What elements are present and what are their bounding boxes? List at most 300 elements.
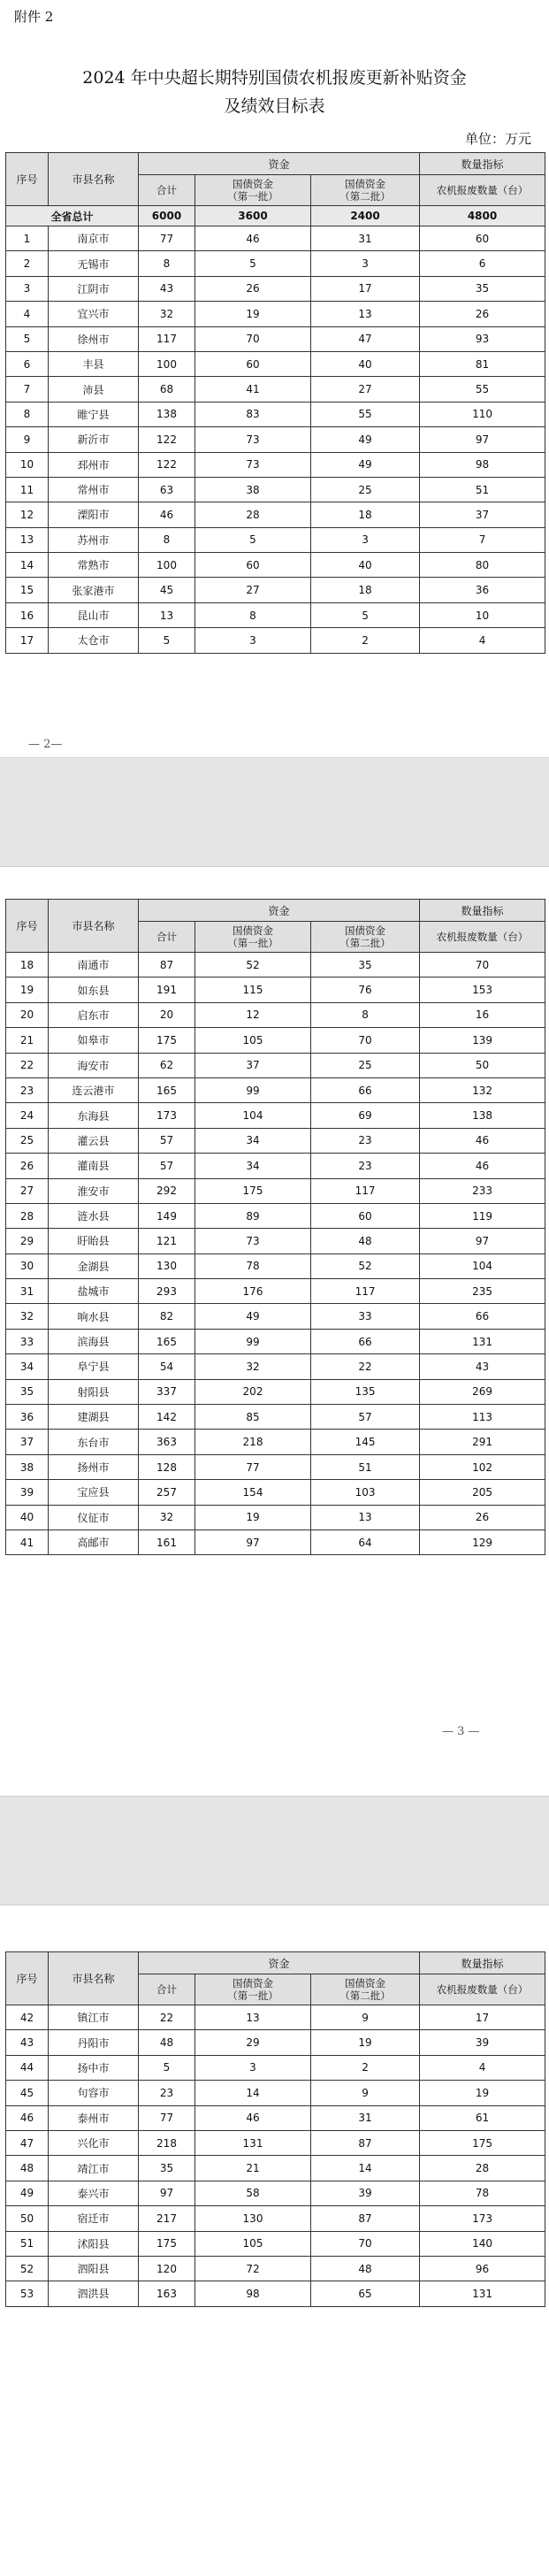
- row-total: 165: [139, 1329, 195, 1353]
- row-batch2: 57: [311, 1405, 420, 1430]
- row-batch1: 46: [195, 2105, 311, 2130]
- row-total: 13: [139, 602, 195, 627]
- row-batch1: 41: [195, 377, 311, 402]
- row-total: 54: [139, 1354, 195, 1379]
- row-seq: 5: [6, 326, 49, 351]
- row-total: 121: [139, 1229, 195, 1254]
- row-name: 宝应县: [49, 1480, 139, 1505]
- row-count: 131: [420, 2281, 545, 2306]
- row-count: 97: [420, 1229, 545, 1254]
- row-name: 涟水县: [49, 1203, 139, 1228]
- row-batch2: 13: [311, 1505, 420, 1530]
- row-name: 阜宁县: [49, 1354, 139, 1379]
- row-count: 233: [420, 1178, 545, 1203]
- table-row: [6, 1329, 545, 1353]
- header-batch1: 国债资金 （第一批）: [195, 922, 311, 953]
- row-count: 46: [420, 1128, 545, 1153]
- row-name: 灌云县: [49, 1128, 139, 1153]
- row-batch1: 131: [195, 2130, 311, 2155]
- row-total: 100: [139, 553, 195, 578]
- row-total: 20: [139, 1002, 195, 1027]
- row-seq: 43: [6, 2030, 49, 2055]
- row-count: 98: [420, 452, 545, 477]
- row-count: 129: [420, 1530, 545, 1554]
- row-batch1: 130: [195, 2206, 311, 2231]
- row-total: 161: [139, 1530, 195, 1554]
- row-count: 19: [420, 2081, 545, 2105]
- row-batch2: 70: [311, 1028, 420, 1053]
- row-batch1: 115: [195, 978, 311, 1002]
- row-seq: 2: [6, 251, 49, 276]
- row-batch2: 31: [311, 2105, 420, 2130]
- row-count: 140: [420, 2231, 545, 2256]
- row-count: 36: [420, 578, 545, 602]
- page-gap: [0, 757, 549, 867]
- row-batch1: 72: [195, 2256, 311, 2281]
- row-total: 23: [139, 2081, 195, 2105]
- table-row: [6, 1203, 545, 1228]
- row-batch2: 31: [311, 226, 420, 251]
- row-count: 60: [420, 226, 545, 251]
- row-count: 80: [420, 553, 545, 578]
- row-count: 104: [420, 1254, 545, 1278]
- row-count: 26: [420, 302, 545, 326]
- row-seq: 34: [6, 1354, 49, 1379]
- row-batch2: 13: [311, 302, 420, 326]
- row-total: 337: [139, 1379, 195, 1404]
- row-batch1: 32: [195, 1354, 311, 1379]
- header-batch2: 国债资金 （第二批）: [311, 1974, 420, 2005]
- row-name: 宜兴市: [49, 302, 139, 326]
- row-batch2: 18: [311, 502, 420, 527]
- row-name: 东台市: [49, 1430, 139, 1454]
- row-count: 138: [420, 1103, 545, 1128]
- row-count: 39: [420, 2030, 545, 2055]
- header-quota: 数量指标: [420, 153, 545, 175]
- province-total-batch1: 3600: [195, 206, 311, 226]
- row-batch1: 52: [195, 953, 311, 978]
- row-name: 启东市: [49, 1002, 139, 1027]
- row-batch1: 19: [195, 1505, 311, 1530]
- row-count: 235: [420, 1279, 545, 1304]
- table-row: [6, 2281, 545, 2306]
- page-number: — 3 —: [442, 1725, 480, 1738]
- row-name: 靖江市: [49, 2156, 139, 2181]
- table-row: [6, 276, 545, 301]
- row-seq: 16: [6, 602, 49, 627]
- row-name: 高邮市: [49, 1530, 139, 1554]
- table-row: [6, 1254, 545, 1278]
- header-fund: 资金: [139, 1952, 420, 1974]
- row-seq: 25: [6, 1128, 49, 1153]
- row-count: 6: [420, 251, 545, 276]
- row-batch1: 58: [195, 2181, 311, 2205]
- table-row: [6, 402, 545, 426]
- row-total: 45: [139, 578, 195, 602]
- row-seq: 44: [6, 2055, 49, 2080]
- row-count: 102: [420, 1454, 545, 1479]
- row-seq: 27: [6, 1178, 49, 1203]
- table-row: [6, 1128, 545, 1153]
- row-batch2: 23: [311, 1128, 420, 1153]
- row-batch1: 19: [195, 302, 311, 326]
- row-batch1: 34: [195, 1154, 311, 1178]
- row-batch2: 2: [311, 2055, 420, 2080]
- row-batch2: 48: [311, 2256, 420, 2281]
- row-name: 扬中市: [49, 2055, 139, 2080]
- row-name: 灌南县: [49, 1154, 139, 1178]
- row-seq: 9: [6, 427, 49, 452]
- row-batch2: 52: [311, 1254, 420, 1278]
- row-batch2: 25: [311, 477, 420, 502]
- row-batch1: 105: [195, 2231, 311, 2256]
- table-row: [6, 978, 545, 1002]
- row-seq: 13: [6, 527, 49, 552]
- row-count: 66: [420, 1304, 545, 1329]
- attachment-label: 附件 2: [14, 9, 54, 25]
- row-name: 无锡市: [49, 251, 139, 276]
- row-batch1: 29: [195, 2030, 311, 2055]
- row-batch2: 49: [311, 427, 420, 452]
- row-total: 218: [139, 2130, 195, 2155]
- header-total: 合计: [139, 922, 195, 953]
- header-batch2: 国债资金 （第二批）: [311, 922, 420, 953]
- province-total-sum: 6000: [139, 206, 195, 226]
- table-row: [6, 427, 545, 452]
- row-batch2: 64: [311, 1530, 420, 1554]
- row-name: 淮安市: [49, 1178, 139, 1203]
- table-row: [6, 1379, 545, 1404]
- row-seq: 1: [6, 226, 49, 251]
- row-count: 55: [420, 377, 545, 402]
- row-total: 363: [139, 1430, 195, 1454]
- row-name: 南京市: [49, 226, 139, 251]
- row-name: 泗阳县: [49, 2256, 139, 2281]
- table-row: [6, 2005, 545, 2030]
- row-seq: 45: [6, 2081, 49, 2105]
- table-row: [6, 578, 545, 602]
- page-gap: [0, 1796, 549, 1905]
- row-batch1: 104: [195, 1103, 311, 1128]
- row-batch1: 49: [195, 1304, 311, 1329]
- row-batch1: 154: [195, 1480, 311, 1505]
- row-total: 48: [139, 2030, 195, 2055]
- header-seq: 序号: [6, 900, 49, 953]
- row-batch2: 22: [311, 1354, 420, 1379]
- row-batch1: 77: [195, 1454, 311, 1479]
- header-fund: 资金: [139, 900, 420, 922]
- row-seq: 22: [6, 1053, 49, 1077]
- row-total: 57: [139, 1128, 195, 1153]
- row-seq: 35: [6, 1379, 49, 1404]
- row-seq: 11: [6, 477, 49, 502]
- row-seq: 37: [6, 1430, 49, 1454]
- table-row: [6, 1454, 545, 1479]
- table-row: [6, 302, 545, 326]
- header-batch2: 国债资金 （第二批）: [311, 175, 420, 206]
- row-seq: 32: [6, 1304, 49, 1329]
- row-name: 镇江市: [49, 2005, 139, 2030]
- table-row: [6, 553, 545, 578]
- row-total: 68: [139, 377, 195, 402]
- row-name: 泰兴市: [49, 2181, 139, 2205]
- table-row: [6, 2206, 545, 2231]
- row-total: 293: [139, 1279, 195, 1304]
- row-seq: 8: [6, 402, 49, 426]
- row-total: 22: [139, 2005, 195, 2030]
- row-batch1: 38: [195, 477, 311, 502]
- table-row: [6, 2130, 545, 2155]
- row-total: 35: [139, 2156, 195, 2181]
- row-name: 仪征市: [49, 1505, 139, 1530]
- row-batch2: 9: [311, 2081, 420, 2105]
- row-total: 57: [139, 1154, 195, 1178]
- row-batch1: 3: [195, 628, 311, 653]
- row-name: 东海县: [49, 1103, 139, 1128]
- row-seq: 30: [6, 1254, 49, 1278]
- header-count: 农机报废数量（台）: [420, 922, 545, 953]
- row-total: 5: [139, 628, 195, 653]
- table-row: [6, 1229, 545, 1254]
- row-total: 142: [139, 1405, 195, 1430]
- row-count: 81: [420, 351, 545, 376]
- table-row: [6, 1028, 545, 1053]
- table-row: [6, 2030, 545, 2055]
- row-seq: 38: [6, 1454, 49, 1479]
- row-count: 175: [420, 2130, 545, 2155]
- row-seq: 23: [6, 1077, 49, 1102]
- row-name: 射阳县: [49, 1379, 139, 1404]
- row-name: 常熟市: [49, 553, 139, 578]
- row-total: 173: [139, 1103, 195, 1128]
- table-row: [6, 1405, 545, 1430]
- row-count: 113: [420, 1405, 545, 1430]
- table-row: [6, 2256, 545, 2281]
- province-total-batch2: 2400: [311, 206, 420, 226]
- row-seq: 31: [6, 1279, 49, 1304]
- row-batch2: 25: [311, 1053, 420, 1077]
- row-batch2: 87: [311, 2206, 420, 2231]
- header-total: 合计: [139, 175, 195, 206]
- header-name: 市县名称: [49, 153, 139, 206]
- row-name: 扬州市: [49, 1454, 139, 1479]
- row-total: 62: [139, 1053, 195, 1077]
- subsidy-table-page-1: [5, 152, 545, 654]
- row-batch1: 99: [195, 1077, 311, 1102]
- row-batch1: 70: [195, 326, 311, 351]
- table-row: [6, 477, 545, 502]
- row-count: 291: [420, 1430, 545, 1454]
- row-seq: 51: [6, 2231, 49, 2256]
- table-row: [6, 2105, 545, 2130]
- row-count: 35: [420, 276, 545, 301]
- table-row: [6, 377, 545, 402]
- row-count: 96: [420, 2256, 545, 2281]
- row-batch1: 8: [195, 602, 311, 627]
- row-name: 滨海县: [49, 1329, 139, 1353]
- row-total: 138: [139, 402, 195, 426]
- table-row: [6, 226, 545, 251]
- row-name: 金湖县: [49, 1254, 139, 1278]
- title-line-1: 2024 年中央超长期特别国债农机报废更新补贴资金: [82, 68, 467, 88]
- row-batch1: 60: [195, 553, 311, 578]
- row-name: 如东县: [49, 978, 139, 1002]
- row-batch1: 5: [195, 527, 311, 552]
- row-batch2: 40: [311, 553, 420, 578]
- row-count: 28: [420, 2156, 545, 2181]
- row-batch1: 27: [195, 578, 311, 602]
- header-seq: 序号: [6, 1952, 49, 2005]
- row-name: 宿迁市: [49, 2206, 139, 2231]
- row-name: 南通市: [49, 953, 139, 978]
- province-total-label: 全省总计: [6, 206, 139, 226]
- row-seq: 33: [6, 1329, 49, 1353]
- table-row: [6, 1053, 545, 1077]
- row-total: 43: [139, 276, 195, 301]
- row-name: 如皋市: [49, 1028, 139, 1053]
- row-batch2: 135: [311, 1379, 420, 1404]
- table-row: [6, 953, 545, 978]
- row-batch2: 55: [311, 402, 420, 426]
- header-batch1: 国债资金 （第一批）: [195, 1974, 311, 2005]
- row-name: 建湖县: [49, 1405, 139, 1430]
- row-seq: 6: [6, 351, 49, 376]
- row-count: 61: [420, 2105, 545, 2130]
- row-batch2: 27: [311, 377, 420, 402]
- header-quota: 数量指标: [420, 900, 545, 922]
- header-quota: 数量指标: [420, 1952, 545, 1974]
- row-seq: 48: [6, 2156, 49, 2181]
- row-name: 邳州市: [49, 452, 139, 477]
- row-batch2: 103: [311, 1480, 420, 1505]
- row-name: 常州市: [49, 477, 139, 502]
- row-batch2: 69: [311, 1103, 420, 1128]
- row-batch1: 83: [195, 402, 311, 426]
- row-total: 128: [139, 1454, 195, 1479]
- row-total: 120: [139, 2256, 195, 2281]
- row-batch2: 39: [311, 2181, 420, 2205]
- row-name: 泰州市: [49, 2105, 139, 2130]
- row-seq: 18: [6, 953, 49, 978]
- row-seq: 29: [6, 1229, 49, 1254]
- row-count: 17: [420, 2005, 545, 2030]
- row-batch1: 202: [195, 1379, 311, 1404]
- row-total: 122: [139, 427, 195, 452]
- row-seq: 20: [6, 1002, 49, 1027]
- row-batch1: 12: [195, 1002, 311, 1027]
- row-count: 205: [420, 1480, 545, 1505]
- row-total: 5: [139, 2055, 195, 2080]
- table-row: [6, 527, 545, 552]
- row-total: 175: [139, 2231, 195, 2256]
- table-row: [6, 2231, 545, 2256]
- row-batch1: 3: [195, 2055, 311, 2080]
- table-row: [6, 2055, 545, 2080]
- row-seq: 40: [6, 1505, 49, 1530]
- row-total: 175: [139, 1028, 195, 1053]
- row-seq: 36: [6, 1405, 49, 1430]
- row-count: 110: [420, 402, 545, 426]
- row-batch1: 73: [195, 427, 311, 452]
- row-name: 沭阳县: [49, 2231, 139, 2256]
- table-row: [6, 1077, 545, 1102]
- table-row: [6, 1530, 545, 1554]
- row-name: 溧阳市: [49, 502, 139, 527]
- row-count: 139: [420, 1028, 545, 1053]
- row-total: 87: [139, 953, 195, 978]
- row-count: 16: [420, 1002, 545, 1027]
- page-number: — 2—: [28, 738, 63, 751]
- row-name: 海安市: [49, 1053, 139, 1077]
- row-batch1: 37: [195, 1053, 311, 1077]
- row-name: 睢宁县: [49, 402, 139, 426]
- row-batch2: 23: [311, 1154, 420, 1178]
- document-title: [0, 64, 549, 120]
- row-count: 93: [420, 326, 545, 351]
- row-batch2: 117: [311, 1178, 420, 1203]
- row-total: 217: [139, 2206, 195, 2231]
- header-batch1: 国债资金 （第一批）: [195, 175, 311, 206]
- row-count: 4: [420, 2055, 545, 2080]
- row-total: 130: [139, 1254, 195, 1278]
- row-count: 70: [420, 953, 545, 978]
- row-total: 77: [139, 226, 195, 251]
- row-seq: 47: [6, 2130, 49, 2155]
- header-count: 农机报废数量（台）: [420, 1974, 545, 2005]
- row-name: 丰县: [49, 351, 139, 376]
- row-batch1: 28: [195, 502, 311, 527]
- row-total: 8: [139, 527, 195, 552]
- row-seq: 21: [6, 1028, 49, 1053]
- row-name: 泗洪县: [49, 2281, 139, 2306]
- row-name: 盐城市: [49, 1279, 139, 1304]
- row-count: 153: [420, 978, 545, 1002]
- row-count: 43: [420, 1354, 545, 1379]
- row-batch1: 98: [195, 2281, 311, 2306]
- header-total: 合计: [139, 1974, 195, 2005]
- row-total: 149: [139, 1203, 195, 1228]
- row-batch2: 87: [311, 2130, 420, 2155]
- row-batch1: 78: [195, 1254, 311, 1278]
- row-count: 132: [420, 1077, 545, 1102]
- row-seq: 15: [6, 578, 49, 602]
- row-batch2: 76: [311, 978, 420, 1002]
- province-total-row: [6, 206, 545, 226]
- row-count: 26: [420, 1505, 545, 1530]
- row-batch1: 73: [195, 1229, 311, 1254]
- row-batch2: 40: [311, 351, 420, 376]
- row-batch2: 145: [311, 1430, 420, 1454]
- row-count: 97: [420, 427, 545, 452]
- row-name: 徐州市: [49, 326, 139, 351]
- row-batch2: 19: [311, 2030, 420, 2055]
- row-total: 8: [139, 251, 195, 276]
- row-batch2: 117: [311, 1279, 420, 1304]
- header-fund: 资金: [139, 153, 420, 175]
- row-seq: 39: [6, 1480, 49, 1505]
- row-batch2: 35: [311, 953, 420, 978]
- row-name: 新沂市: [49, 427, 139, 452]
- row-total: 32: [139, 1505, 195, 1530]
- row-batch1: 99: [195, 1329, 311, 1353]
- unit-label: 单位：万元: [464, 131, 531, 147]
- row-batch2: 66: [311, 1329, 420, 1353]
- row-count: 46: [420, 1154, 545, 1178]
- page-2: [0, 867, 549, 1796]
- row-batch1: 46: [195, 226, 311, 251]
- row-batch2: 60: [311, 1203, 420, 1228]
- row-seq: 10: [6, 452, 49, 477]
